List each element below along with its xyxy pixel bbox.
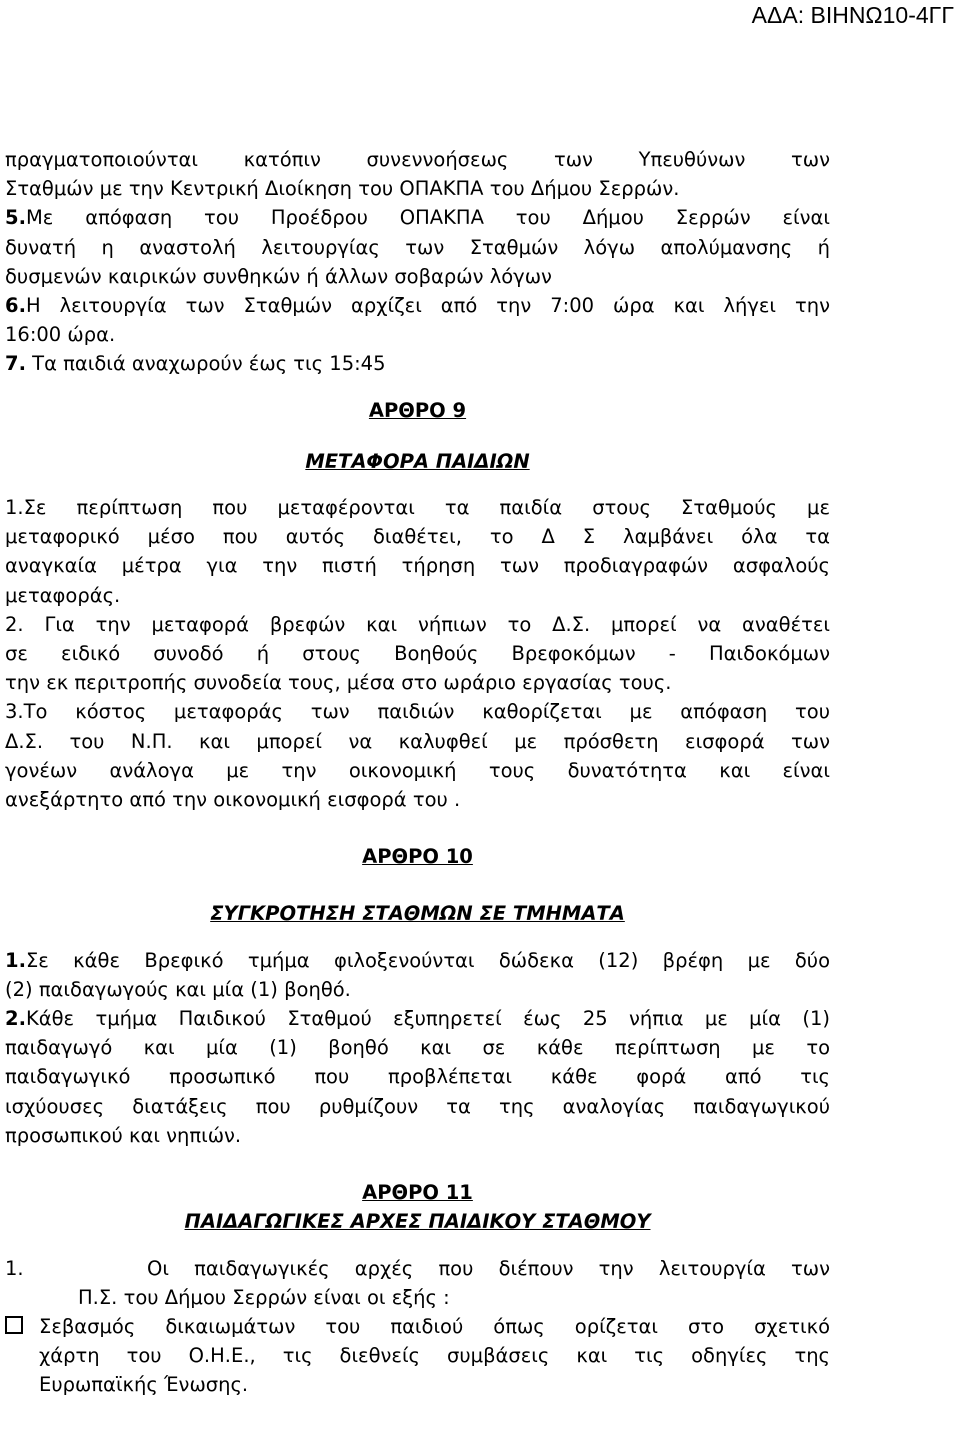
paragraph-line: πραγματοποιούνται κατόπιν συνεννοήσεως των Υπευθύνων των (5, 148, 830, 171)
item-text: Τα παιδιά αναχωρούν έως τις 15:45 (25, 352, 386, 376)
item-number: 1. (5, 948, 26, 972)
ada-code: ΑΔΑ: ΒΙΗΝΩ10-4ΓΓ (751, 2, 954, 28)
paragraph-line (5, 1004, 830, 1033)
item-number: 7. (5, 352, 26, 376)
paragraph-line: μεταφορικό μέσο που αυτός διαθέτει, το Δ Σ λαμβάνει όλα τα (5, 525, 830, 549)
item-number: 6. (5, 294, 26, 318)
item-text: Κάθε τμήμα Παιδικού Σταθμού εξυπηρετεί έως 25 νήπια με μία (1) (25, 1007, 830, 1031)
paragraph-line: δυνατή η αναστολή λειτουργίας των Σταθμών λόγω απολύμανσης ή (5, 235, 830, 259)
paragraph-line: 16:00 ώρα. (5, 323, 116, 347)
paragraph-line: Δ.Σ. του Ν.Π. και μπορεί να καλυφθεί με πρόσθετη εισφορά των (5, 729, 830, 753)
paragraph-line: την εκ περιτροπής συνοδεία τους, μέσα στο ωράριο εργασίας τους. (5, 671, 672, 695)
document-body (5, 145, 830, 1400)
article-10-subtitle: ΣΥΓΚΡΟΤΗΣΗ ΣΤΑΘΜΩΝ ΣΕ ΤΜΗΜΑΤΑ (210, 902, 625, 926)
paragraph-line: γονέων ανάλογα με την οικονομική τους δυνατότητα και είναι (5, 758, 830, 782)
article-11-title: ΑΡΘΡΟ 11 (362, 1181, 473, 1205)
article-9-subtitle: ΜΕΤΑΦΟΡΑ ΠΑΙΔΙΩΝ (305, 449, 530, 473)
paragraph-line: ανεξάρτητο από την οικονομική εισφορά του . (5, 788, 461, 812)
paragraph-line: 3.Το κόστος μεταφοράς των παιδιών καθορίζεται με απόφαση του (5, 700, 830, 724)
paragraph-line (5, 349, 830, 378)
paragraph-line: χάρτη του Ο.Η.Ε., τις διεθνείς συμβάσεις και τις οδηγίες της (39, 1344, 830, 1368)
paragraph-line: Σταθμών με την Κεντρική Διοίκηση του ΟΠΑΚΠΑ του Δήμου Σερρών. (5, 177, 680, 201)
item-text: Σε κάθε Βρεφικό τμήμα φιλοξενούνται δώδεκα (12) βρέφη με δύο (25, 948, 830, 972)
paragraph-line: Π.Σ. του Δήμου Σερρών είναι οι εξής : (78, 1285, 450, 1309)
list-item (5, 1254, 830, 1283)
paragraph-line: παιδαγωγικό προσωπικό που προβλέπεται κάθε φορά από τις (5, 1065, 830, 1089)
paragraph-line: αναγκαία μέτρα για την πιστή τήρηση των προδιαγραφών ασφαλούς (5, 554, 830, 578)
item-number: 1. (5, 1256, 24, 1280)
paragraph-line: δυσμενών καιρικών συνθηκών ή άλλων σοβαρών λόγων (5, 264, 552, 288)
article-11-subtitle: ΠΑΙΔΑΓΩΓΙΚΕΣ ΑΡΧΕΣ ΠΑΙΔΙΚΟΥ ΣΤΑΘΜΟΥ (184, 1210, 651, 1234)
item-text: Η λειτουργία των Σταθμών αρχίζει από την 7:00 ώρα και λήγει την (25, 294, 830, 318)
bullet-item (5, 1312, 830, 1341)
item-number: 5. (5, 206, 26, 230)
item-text: Οι παιδαγωγικές αρχές που διέπουν την λειτουργία των (147, 1256, 830, 1280)
checkbox-bullet-icon (5, 1316, 23, 1334)
paragraph-line (5, 203, 830, 232)
paragraph-line: 2. Για την μεταφορά βρεφών και νήπιων το Δ.Σ. μπορεί να αναθέτει (5, 612, 830, 636)
item-number: 2. (5, 1007, 26, 1031)
paragraph-line: ισχύουσες διατάξεις που ρυθμίζουν τα της αναλογίας παιδαγωγικού (5, 1094, 830, 1118)
paragraph-line: (2) παιδαγωγούς και μία (1) βοηθό. (5, 977, 351, 1001)
paragraph-line: προσωπικού και νηπιών. (5, 1123, 242, 1147)
item-text: Με απόφαση του Προέδρου ΟΠΑΚΠΑ του Δήμου Σερρών είναι (25, 206, 830, 230)
paragraph-line: 1.Σε περίπτωση που μεταφέρονται τα παιδία στους Σταθμούς με (5, 496, 830, 520)
article-10-title: ΑΡΘΡΟ 10 (362, 845, 473, 869)
paragraph-line (5, 291, 830, 320)
paragraph-line: Ευρωπαϊκής Ένωσης. (39, 1373, 249, 1397)
article-9-title: ΑΡΘΡΟ 9 (368, 398, 467, 422)
paragraph-line: μεταφοράς. (5, 583, 121, 607)
item-text: Σεβασμός δικαιωμάτων του παιδιού όπως ορίζεται στο σχετικό (39, 1314, 830, 1338)
paragraph-line: παιδαγωγό και μία (1) βοηθό και σε κάθε περίπτωση με το (5, 1036, 830, 1060)
paragraph-line: σε ειδικό συνοδό ή στους Βοηθούς Βρεφοκόμων - Παιδοκόμων (5, 642, 830, 666)
paragraph-line (5, 946, 830, 975)
